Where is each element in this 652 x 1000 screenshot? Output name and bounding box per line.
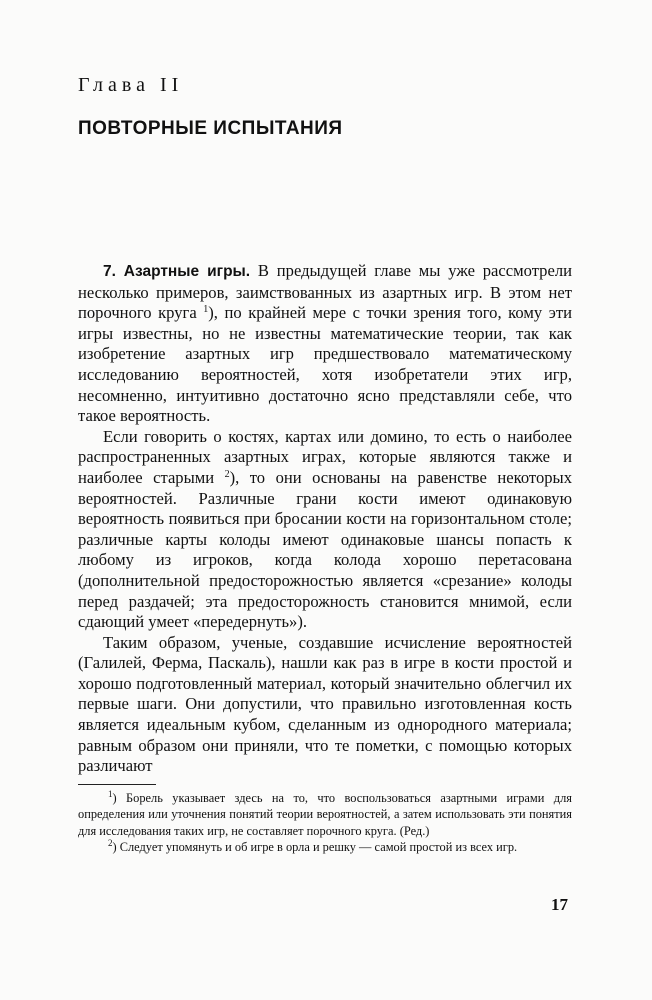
paragraph-2 <box>78 427 572 633</box>
footnote-ref-2: 2 <box>224 468 230 480</box>
footnote-2-text: ) Следует упомянуть и об игре в орла и решку — самой простой из всех игр. <box>112 840 518 855</box>
paragraph-2-text-a: Если говорить о костях, картах или домино, то есть о наиболее распространенных азартных играх, которые являются также и наиболее старыми <box>78 426 572 487</box>
paragraph-3: Таким образом, ученые, создавшие исчисление вероятностей (Галилей, Ферма, Паскаль), нашли как раз в игре в кости простой и хорошо подготовленный материал, который значительно облегчил их первые шаги. Они допустили, что правильно изготовленная кость является идеальным кубом, сделанным из однородного материала; равным образом они приняли, что те пометки, с помощью которых различают <box>78 632 572 776</box>
footnote-2 <box>78 839 572 855</box>
paragraph-1-text-b: ), по крайней мере с точки зрения того, кому эти игры известны, но не известны математические теории, так как изобретение азартных игр предшествовало математическому исследованию вероятностей, хотя изобретатели этих игр, несомненно, интуитивно достаточно ясно представляли себе, что такое вероятность. <box>78 303 572 426</box>
chapter-label: Глава II <box>78 74 184 96</box>
footnote-1-mark: 1 <box>108 789 113 799</box>
section-number: 7. <box>103 263 116 280</box>
footnote-ref-1: 1 <box>203 304 209 316</box>
footnote-2-mark: 2 <box>108 838 113 849</box>
footnote-1 <box>78 790 572 839</box>
footnote-1-text: ) Борель указывает здесь на то, что воспользоваться азартными играми для определения или уточнения понятий теории вероятностей, а затем использовать эти понятия для исследования таких игр, не составляет порочного круга. (Ред.) <box>78 791 572 838</box>
paragraph-1 <box>78 261 572 427</box>
paragraph-2-text-b: ), то они основаны на равенстве некоторых вероятностей. Различные грани кости имеют одинаковую вероятность появиться при бросании кости на горизонтальном столе; различные карты колоды имеют одинаковые шансы попасть к любому из игроков, когда колода хорошо перетасована (дополнительной предосторожностью является «срезание» колоды перед раздачей; эта предосторожность становится мнимой, если сдающий умеет «передернуть»). <box>78 467 572 632</box>
footnote-divider <box>78 784 156 785</box>
footnotes <box>78 790 572 856</box>
paragraph-1-text-a: В предыдущей главе мы уже рассмотрели несколько примеров, заимствованных из азартных игр. В этом нет порочного круга <box>78 261 572 323</box>
chapter-title: ПОВТОРНЫЕ ИСПЫТАНИЯ <box>78 118 343 139</box>
body-text <box>78 261 572 777</box>
section-heading: Азартные игры. <box>123 263 251 280</box>
page-number: 17 <box>551 895 568 914</box>
